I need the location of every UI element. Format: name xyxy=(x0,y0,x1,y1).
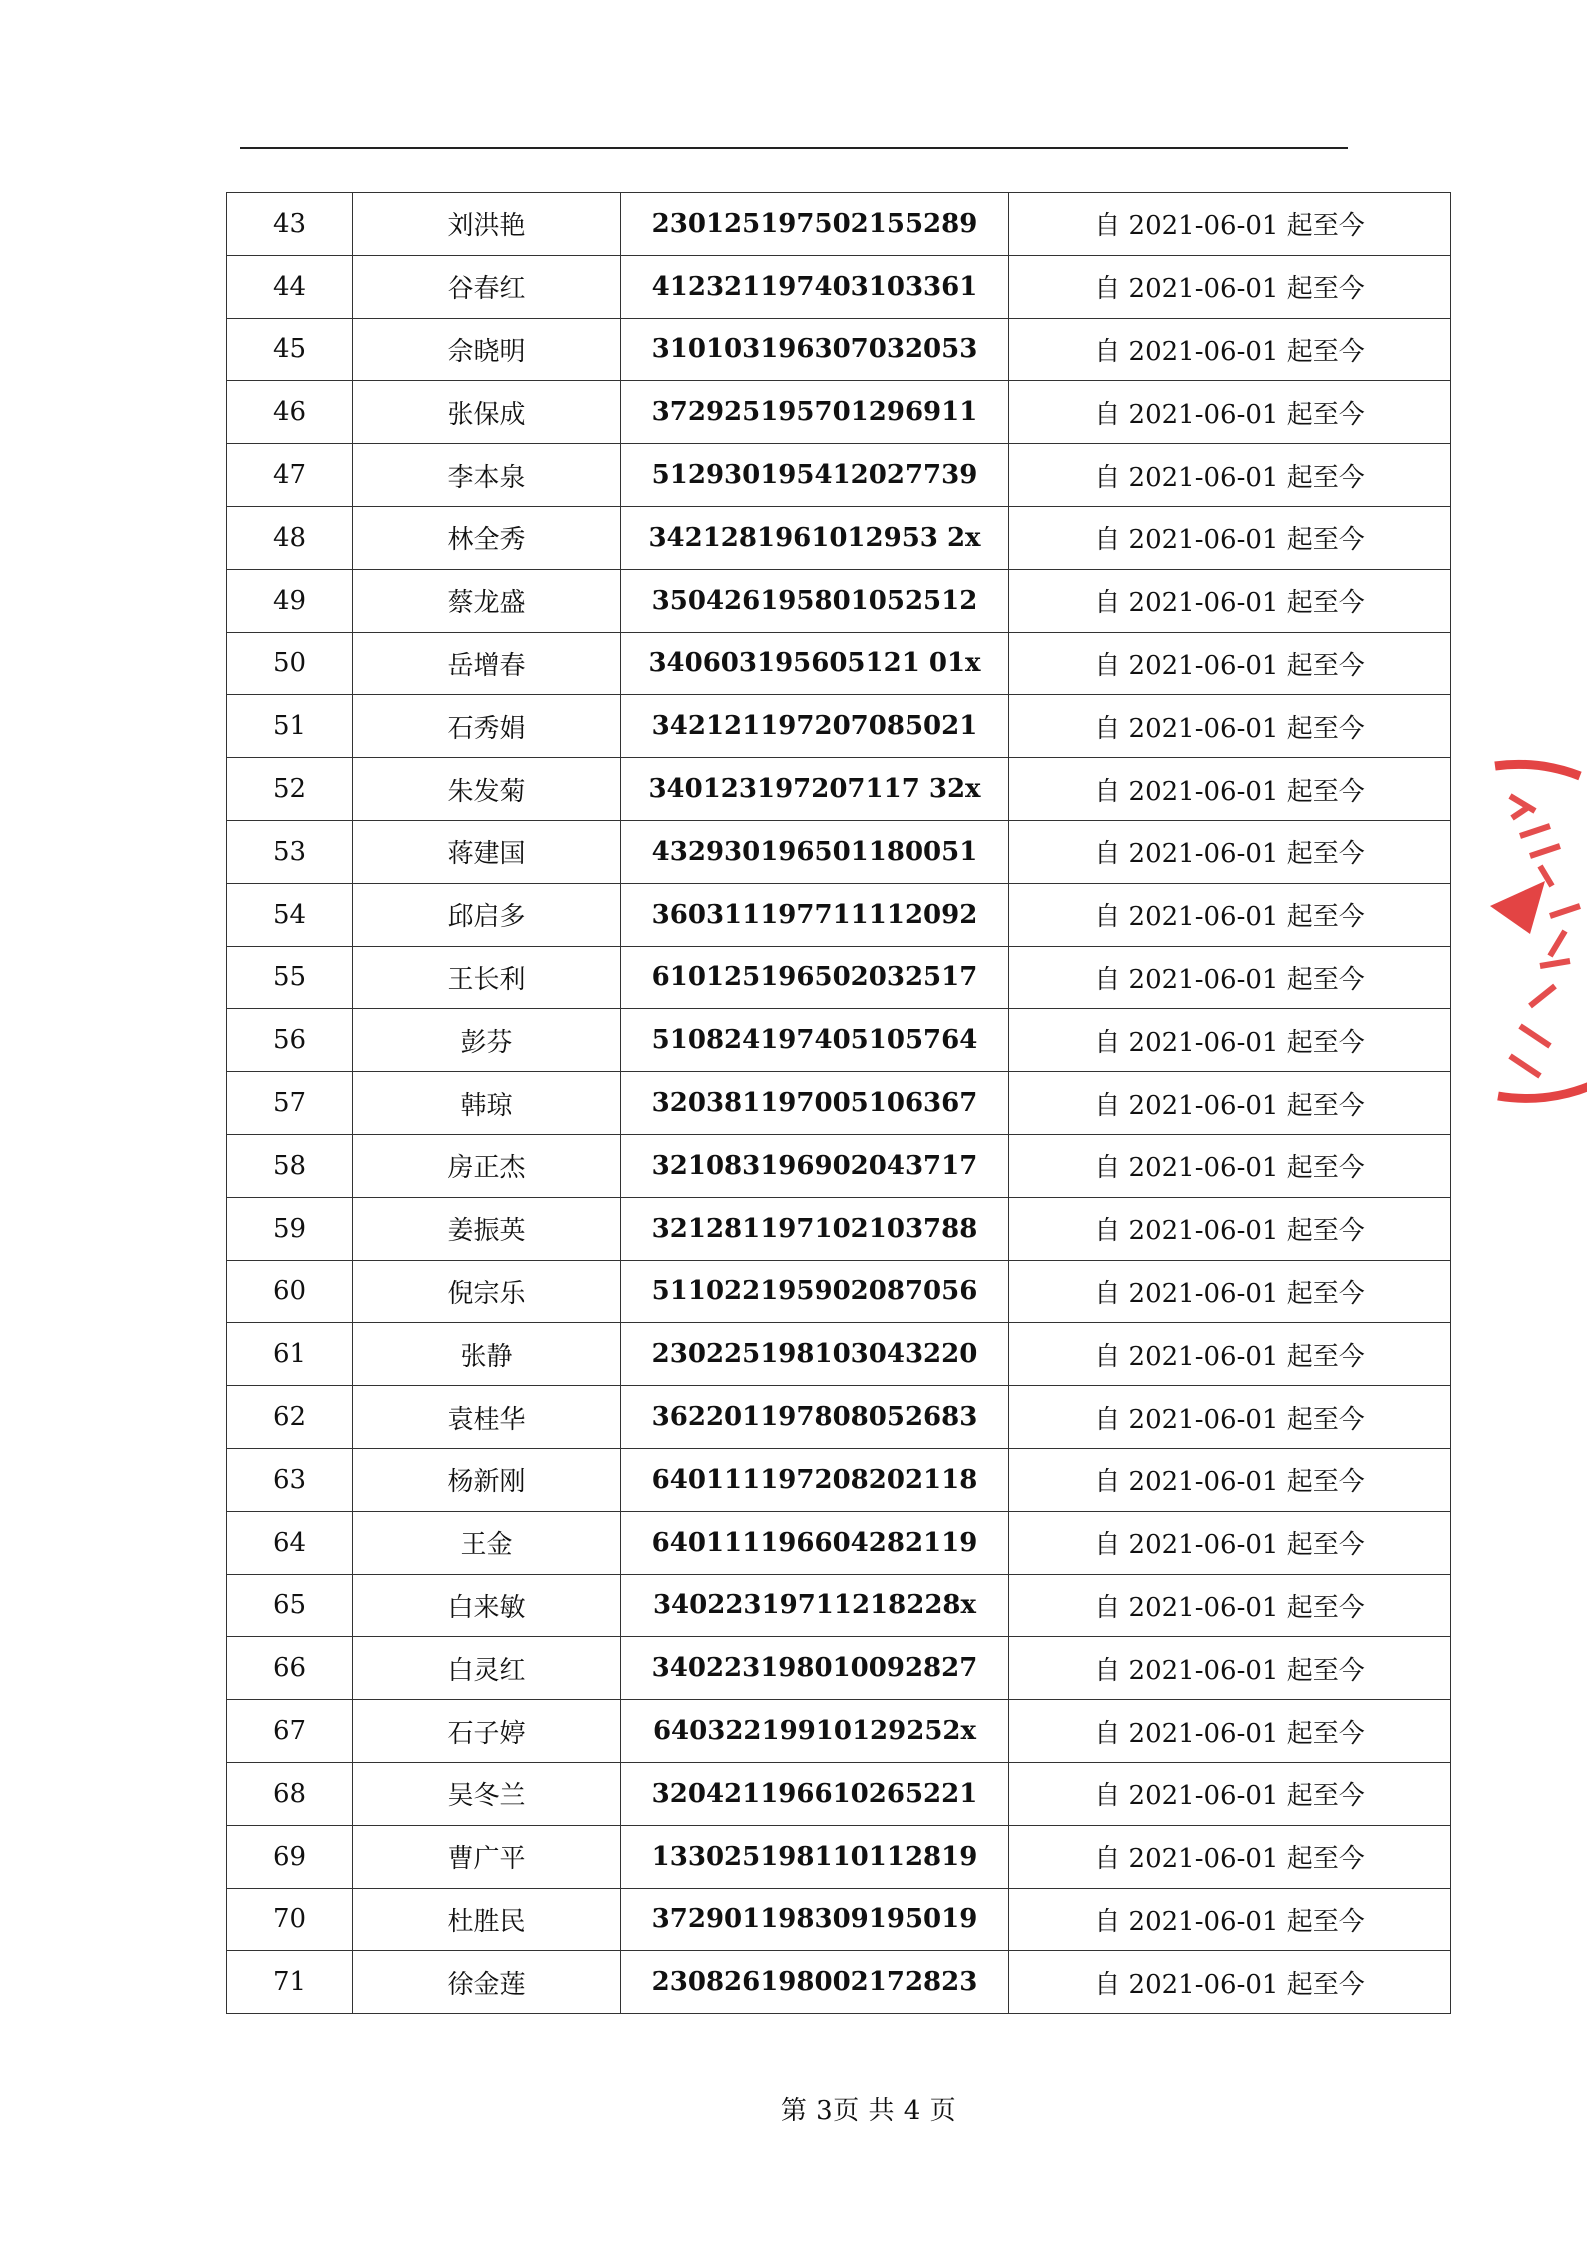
table-row xyxy=(227,1134,1451,1197)
row-name: 吴冬兰 xyxy=(353,1762,621,1825)
row-id-number: 230125197502155289 xyxy=(621,193,1009,256)
row-number: 45 xyxy=(227,318,353,381)
row-number: 64 xyxy=(227,1511,353,1574)
row-id-number: 511022195902087056 xyxy=(621,1260,1009,1323)
row-id-number: 372901198309195019 xyxy=(621,1888,1009,1951)
row-name: 朱发菊 xyxy=(353,758,621,821)
row-since-date: 自 2021-06-01 起至今 xyxy=(1009,444,1451,507)
row-id-number: 340223198010092827 xyxy=(621,1637,1009,1700)
row-name: 王长利 xyxy=(353,946,621,1009)
row-number: 50 xyxy=(227,632,353,695)
row-number: 65 xyxy=(227,1574,353,1637)
table-row xyxy=(227,1888,1451,1951)
row-name: 岳增春 xyxy=(353,632,621,695)
row-name: 邱启多 xyxy=(353,883,621,946)
table-row xyxy=(227,883,1451,946)
row-name: 彭芬 xyxy=(353,1009,621,1072)
row-id-number: 321281197102103788 xyxy=(621,1197,1009,1260)
table-row xyxy=(227,695,1451,758)
row-number: 47 xyxy=(227,444,353,507)
row-number: 68 xyxy=(227,1762,353,1825)
table-row xyxy=(227,381,1451,444)
row-id-number: 610125196502032517 xyxy=(621,946,1009,1009)
row-since-date: 自 2021-06-01 起至今 xyxy=(1009,1323,1451,1386)
row-since-date: 自 2021-06-01 起至今 xyxy=(1009,1009,1451,1072)
row-since-date: 自 2021-06-01 起至今 xyxy=(1009,1134,1451,1197)
row-since-date: 自 2021-06-01 起至今 xyxy=(1009,569,1451,632)
row-since-date: 自 2021-06-01 起至今 xyxy=(1009,1951,1451,2014)
row-name: 白来敏 xyxy=(353,1574,621,1637)
row-name: 杜胜民 xyxy=(353,1888,621,1951)
row-number: 43 xyxy=(227,193,353,256)
row-since-date: 自 2021-06-01 起至今 xyxy=(1009,758,1451,821)
table-row xyxy=(227,820,1451,883)
row-id-number: 230826198002172823 xyxy=(621,1951,1009,2014)
red-seal-stamp xyxy=(1490,756,1587,1106)
table-row xyxy=(227,1386,1451,1449)
seal-star-icon xyxy=(1490,881,1545,934)
row-since-date: 自 2021-06-01 起至今 xyxy=(1009,255,1451,318)
table-row xyxy=(227,1951,1451,2014)
table-row xyxy=(227,758,1451,821)
row-number: 61 xyxy=(227,1323,353,1386)
row-id-number: 372925195701296911 xyxy=(621,381,1009,444)
row-number: 44 xyxy=(227,255,353,318)
row-id-number: 512930195412027739 xyxy=(621,444,1009,507)
row-since-date: 自 2021-06-01 起至今 xyxy=(1009,1197,1451,1260)
row-name: 杨新刚 xyxy=(353,1448,621,1511)
row-number: 52 xyxy=(227,758,353,821)
row-id-number: 3421281961012953 2x xyxy=(621,506,1009,569)
row-name: 房正杰 xyxy=(353,1134,621,1197)
row-since-date: 自 2021-06-01 起至今 xyxy=(1009,632,1451,695)
table-row xyxy=(227,632,1451,695)
row-number: 46 xyxy=(227,381,353,444)
page-footer: 第 3页 共 4 页 xyxy=(780,2096,957,2126)
row-id-number: 360311197711112092 xyxy=(621,883,1009,946)
table-row xyxy=(227,1637,1451,1700)
row-id-number: 342121197207085021 xyxy=(621,695,1009,758)
row-number: 63 xyxy=(227,1448,353,1511)
row-number: 67 xyxy=(227,1700,353,1763)
table-row xyxy=(227,1574,1451,1637)
row-name: 刘洪艳 xyxy=(353,193,621,256)
row-id-number: 340603195605121 01x xyxy=(621,632,1009,695)
row-id-number: 412321197403103361 xyxy=(621,255,1009,318)
table-row xyxy=(227,946,1451,1009)
table-row xyxy=(227,1323,1451,1386)
roster-table xyxy=(226,192,1451,2014)
row-number: 71 xyxy=(227,1951,353,2014)
row-number: 55 xyxy=(227,946,353,1009)
row-since-date: 自 2021-06-01 起至今 xyxy=(1009,1260,1451,1323)
row-name: 张静 xyxy=(353,1323,621,1386)
row-since-date: 自 2021-06-01 起至今 xyxy=(1009,946,1451,1009)
row-since-date: 自 2021-06-01 起至今 xyxy=(1009,695,1451,758)
row-id-number: 510824197405105764 xyxy=(621,1009,1009,1072)
table-row xyxy=(227,1260,1451,1323)
row-id-number: 432930196501180051 xyxy=(621,820,1009,883)
row-since-date: 自 2021-06-01 起至今 xyxy=(1009,1637,1451,1700)
row-name: 林全秀 xyxy=(353,506,621,569)
table-row xyxy=(227,1511,1451,1574)
row-since-date: 自 2021-06-01 起至今 xyxy=(1009,506,1451,569)
row-name: 姜振英 xyxy=(353,1197,621,1260)
row-id-number: 340123197207117 32x xyxy=(621,758,1009,821)
row-id-number: 64032219910129252x xyxy=(621,1700,1009,1763)
table-row xyxy=(227,444,1451,507)
table-row xyxy=(227,1009,1451,1072)
row-since-date: 自 2021-06-01 起至今 xyxy=(1009,883,1451,946)
row-name: 徐金莲 xyxy=(353,1951,621,2014)
row-number: 49 xyxy=(227,569,353,632)
row-since-date: 自 2021-06-01 起至今 xyxy=(1009,381,1451,444)
row-number: 56 xyxy=(227,1009,353,1072)
row-since-date: 自 2021-06-01 起至今 xyxy=(1009,193,1451,256)
table-row xyxy=(227,1762,1451,1825)
row-since-date: 自 2021-06-01 起至今 xyxy=(1009,1700,1451,1763)
row-id-number: 320381197005106367 xyxy=(621,1072,1009,1135)
row-number: 59 xyxy=(227,1197,353,1260)
row-since-date: 自 2021-06-01 起至今 xyxy=(1009,1825,1451,1888)
row-name: 蒋建国 xyxy=(353,820,621,883)
row-since-date: 自 2021-06-01 起至今 xyxy=(1009,1072,1451,1135)
table-row xyxy=(227,1197,1451,1260)
row-since-date: 自 2021-06-01 起至今 xyxy=(1009,1511,1451,1574)
row-number: 54 xyxy=(227,883,353,946)
table-row xyxy=(227,1825,1451,1888)
table-row xyxy=(227,255,1451,318)
row-number: 60 xyxy=(227,1260,353,1323)
row-name: 袁桂华 xyxy=(353,1386,621,1449)
roster-body xyxy=(227,193,1451,2014)
row-since-date: 自 2021-06-01 起至今 xyxy=(1009,820,1451,883)
table-row xyxy=(227,193,1451,256)
row-id-number: 133025198110112819 xyxy=(621,1825,1009,1888)
row-since-date: 自 2021-06-01 起至今 xyxy=(1009,1888,1451,1951)
row-name: 蔡龙盛 xyxy=(353,569,621,632)
table-row xyxy=(227,1072,1451,1135)
row-number: 70 xyxy=(227,1888,353,1951)
header-rule xyxy=(240,147,1348,149)
row-id-number: 320421196610265221 xyxy=(621,1762,1009,1825)
row-since-date: 自 2021-06-01 起至今 xyxy=(1009,1574,1451,1637)
row-name: 石子婷 xyxy=(353,1700,621,1763)
row-number: 53 xyxy=(227,820,353,883)
row-name: 白灵红 xyxy=(353,1637,621,1700)
table-row xyxy=(227,318,1451,381)
row-name: 谷春红 xyxy=(353,255,621,318)
row-since-date: 自 2021-06-01 起至今 xyxy=(1009,318,1451,381)
row-number: 48 xyxy=(227,506,353,569)
table-row xyxy=(227,1700,1451,1763)
row-id-number: 362201197808052683 xyxy=(621,1386,1009,1449)
row-id-number: 321083196902043717 xyxy=(621,1134,1009,1197)
row-name: 石秀娟 xyxy=(353,695,621,758)
row-name: 李本泉 xyxy=(353,444,621,507)
row-id-number: 640111196604282119 xyxy=(621,1511,1009,1574)
row-name: 韩琼 xyxy=(353,1072,621,1135)
table-row xyxy=(227,1448,1451,1511)
row-id-number: 310103196307032053 xyxy=(621,318,1009,381)
row-id-number: 34022319711218228x xyxy=(621,1574,1009,1637)
row-name: 张保成 xyxy=(353,381,621,444)
row-name: 曹广平 xyxy=(353,1825,621,1888)
row-name: 倪宗乐 xyxy=(353,1260,621,1323)
row-number: 57 xyxy=(227,1072,353,1135)
table-row xyxy=(227,506,1451,569)
row-id-number: 230225198103043220 xyxy=(621,1323,1009,1386)
row-name: 佘晓明 xyxy=(353,318,621,381)
row-number: 69 xyxy=(227,1825,353,1888)
row-id-number: 640111197208202118 xyxy=(621,1448,1009,1511)
row-since-date: 自 2021-06-01 起至今 xyxy=(1009,1448,1451,1511)
row-number: 66 xyxy=(227,1637,353,1700)
row-number: 62 xyxy=(227,1386,353,1449)
row-since-date: 自 2021-06-01 起至今 xyxy=(1009,1762,1451,1825)
row-number: 58 xyxy=(227,1134,353,1197)
table-row xyxy=(227,569,1451,632)
row-number: 51 xyxy=(227,695,353,758)
row-since-date: 自 2021-06-01 起至今 xyxy=(1009,1386,1451,1449)
row-id-number: 350426195801052512 xyxy=(621,569,1009,632)
row-name: 王金 xyxy=(353,1511,621,1574)
